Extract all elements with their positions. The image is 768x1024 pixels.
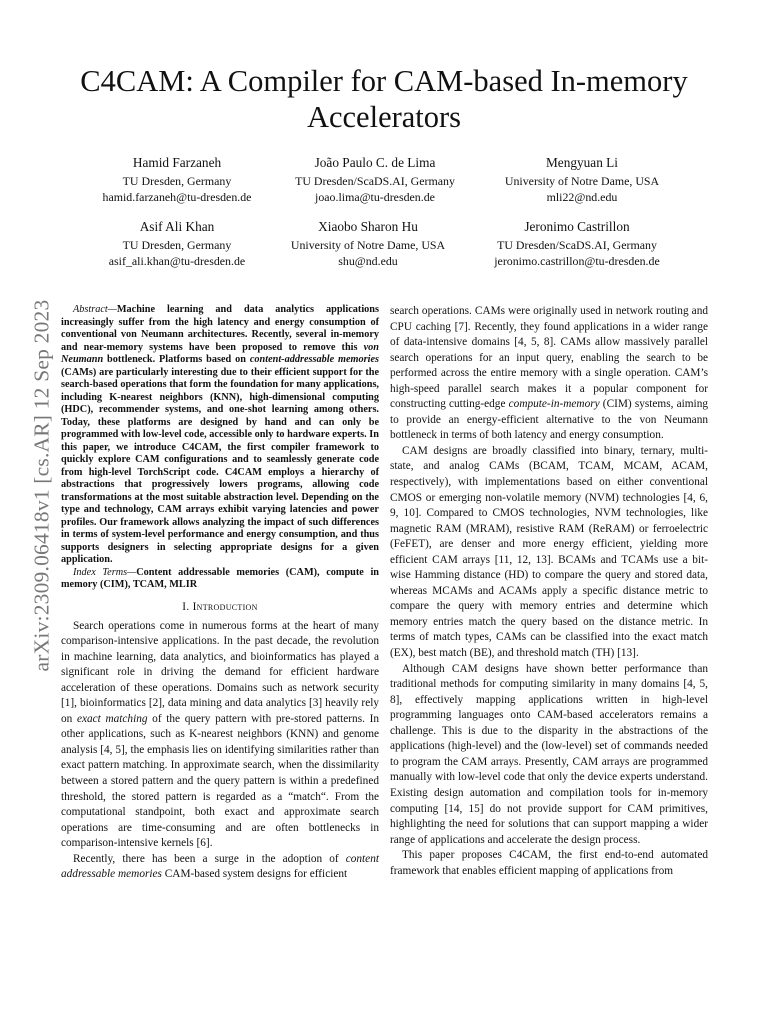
intro-paragraph: Search operations come in numerous forms at the heart of many comparison-intensive applications. In the past decade, the revolution in machine learning, data analytics, and bioinformatics has played a significant role in driving the demand for efficient hardware acceleration of these operations. Domains such as network security [1], bioinformatics [2], data mining and data analytics [3] heavily rely on exact matching of the query pattern with pre-stored patterns. In other applications, such as K-nearest neighbors (KNN) and genome analysis [4, 5], the emphasis lies on identifying similarities rather than exact pattern matching. In approximate search, when the dissimilarity between a stored pattern and the query pattern is within a predefined threshold, the stored pattern is regarded as a “match“. From the computational standpoint, both exact and approximate search operations are time-consuming and are often bottlenecks in comparison-intensive kernels [6]. bbox=[61, 619, 380, 850]
author-affiliation: TU Dresden/ScaDS.AI, Germany bbox=[497, 238, 657, 252]
author-email: shu@nd.edu bbox=[338, 254, 398, 268]
author-name: Jeronimo Castrillon bbox=[524, 219, 630, 234]
author-name: Mengyuan Li bbox=[545, 155, 618, 170]
author-name: Hamid Farzaneh bbox=[132, 155, 222, 170]
intro-paragraph: search operations. CAMs were originally used in network routing and CPU caching [7]. Recently, they found applications in a wider range of data-intensive domains [4, 5, 8]. CAMs allow massively parallel search operations for an input query, enabling the search to be performed across the entire memory with a single operation. CAM’s high-speed parallel search makes it a popular component for constructing cutting-edge compute-in-memory (CIM) systems, aiming to provide an energy-efficient alternative to the von Neumann bottleneck in terms of both latency and energy consumption. bbox=[390, 305, 708, 442]
author-affiliation: University of Notre Dame, USA bbox=[504, 174, 660, 188]
author-affiliation: TU Dresden, Germany bbox=[122, 174, 232, 188]
author-email: jeronimo.castrillon@tu-dresden.de bbox=[494, 254, 660, 268]
paper-title: C4CAM: A Compiler for CAM-based In-memory Accelerators bbox=[80, 64, 688, 134]
author-affiliation: University of Notre Dame, USA bbox=[290, 238, 446, 252]
intro-paragraph: Recently, there has been a surge in the adoption of content addressable memories CAM-based system designs for efficient bbox=[61, 852, 379, 881]
abstract: Abstract—Machine learning and data analytics applications increasingly suffer from the high latency and energy consumption of conventional von Neumann architectures. Recently, several in-memory and near-memory systems have been proposed to remove this von Neumann bottleneck. Platforms based on content-addressable memories (CAMs) are particularly interesting due to their efficient support for the search-based operations that form the foundation for many applications, including K-nearest neighbors (KNN), high-dimensional computing (HDC), recommender systems, and one-shot learning among others. Today, these platforms are designed by hand and can only be programmed with low-level code, accessible only to hardware experts. In this paper, we introduce C4CAM, the first compiler framework to quickly explore CAM configurations and to seamlessly generate code from high-level TorchScript code. C4CAM employs a hierarchy of abstractions that progressively lowers programs, allowing code transformations at the most suitable abstraction level. Depending on the type and technology, CAM arrays exhibit varying latencies and power profiles. Our framework allows analyzing the impact of such differences in terms of system-level performance and energy consumption, and thus supports designers in selecting appropriate designs for a given application. bbox=[61, 304, 379, 565]
right-column bbox=[390, 304, 708, 879]
section-heading: I. Introduction bbox=[182, 600, 258, 613]
intro-paragraph: CAM designs are broadly classified into binary, ternary, multi-state, and analog CAMs (BCAM, TCAM, MCAM, ACAM, respectively), with implementations based on either conventional CMOS or emerging non-volatile memory (NVM) technologies [4, 6, 9, 10]. Compared to CMOS technologies, NVM technologies, like magnetic RAM (MRAM), resistive RAM (ReRAM) or ferroelectric (FeFET), are denser and more energy efficient, yielding more efficient CAM arrays [11, 12, 13]. BCAMs and TCAMs use a bit-wise Hamming distance (HD) to compare the query and stored data, whereas MCAMs and ACAMs apply a specific distance metric to compare the query with memory entries and determine which memory entries match the query based on the distance metric. In terms of match types, CAMs can be classified into the exact match (EX), best match (BE), and threshold match (TH) [13]. bbox=[390, 444, 708, 660]
author-email: asif_ali.khan@tu-dresden.de bbox=[108, 254, 246, 268]
index-terms: Index Terms—Content addressable memories (CAM), compute in memory (CIM), TCAM, MLIR bbox=[61, 566, 379, 590]
index-terms-label: Index Terms— bbox=[73, 566, 137, 578]
author-name: João Paulo C. de Lima bbox=[314, 155, 436, 170]
author-affiliation: TU Dresden, Germany bbox=[122, 238, 232, 252]
author-block bbox=[457, 154, 707, 205]
author-email: joao.lima@tu-dresden.de bbox=[315, 190, 435, 204]
author-email: hamid.farzaneh@tu-dresden.de bbox=[102, 190, 252, 204]
arxiv-identifier: arXiv:2309.06418v1 [cs.AR] 12 Sep 2023 bbox=[29, 299, 54, 671]
author-email: mli22@nd.edu bbox=[546, 190, 618, 204]
intro-paragraph: This paper proposes C4CAM, the first end-to-end automated framework that enables efficient mapping of applications from bbox=[390, 849, 708, 877]
abstract-label: Abstract— bbox=[73, 304, 117, 315]
author-affiliation: TU Dresden/ScaDS.AI, Germany bbox=[295, 174, 455, 188]
author-name: Asif Ali Khan bbox=[139, 219, 215, 234]
left-column bbox=[61, 304, 379, 883]
intro-paragraph: Although CAM designs have shown better performance than traditional methods for computing similarity in many domains [4, 5, 8], effectively mapping applications written in high-level programming languages onto CAM-based accelerators remains a challenge. This is due to the disparity in the abstractions of the applications (high-level) and the (low-level) set of commands needed to program the CAM arrays. Presently, CAM arrays are programmed manually with low-level code that only the device experts understand. Existing design automation and compilation tools for in-memory computing [14, 15] do not provide support for CAM primitives, highlighting the need for solutions that can support mapping a wider range of applications and accelerate the design process. bbox=[390, 662, 708, 846]
author-block bbox=[452, 218, 702, 269]
author-name: Xiaobo Sharon Hu bbox=[318, 219, 418, 234]
